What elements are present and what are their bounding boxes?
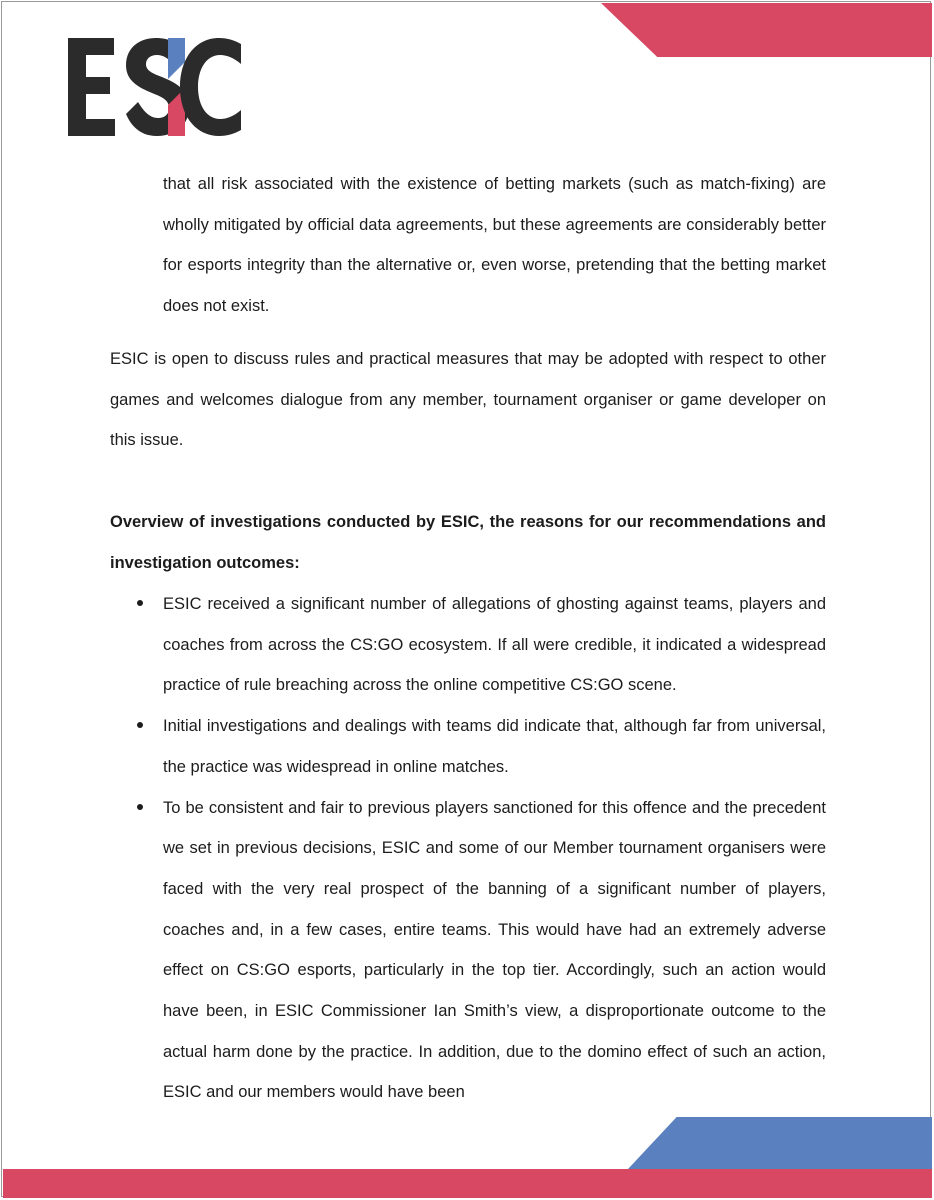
bullet-icon (137, 600, 143, 606)
esic-logo-graphic (68, 38, 243, 136)
section-heading: Overview of investigations conducted by ESIC, the reasons for our recommendations and investigation outcomes: (110, 513, 826, 572)
footer-decorative-red-band (3, 1169, 932, 1198)
header-decorative-stripe (601, 3, 932, 57)
list-item (163, 706, 826, 787)
esic-logo (68, 38, 243, 136)
list-item (163, 788, 826, 1114)
list-item-text: To be consistent and fair to previous players sanctioned for this offence and the precedent we set in previous decisions, ESIC and some of our Member tournament organisers were faced with the very real prospect of the banning of a significant number of players, coaches and, in a few cases, entire teams. This would have had an extremely adverse effect on CS:GO esports, particularly in the top tier. Accordingly, such an action would have been, in ESIC Commissioner Ian Smith’s view, a disproportionate outcome to the actual harm done by the practice. In addition, due to the domino effect of such an action, ESIC and our members would have been (163, 798, 826, 1102)
list-item-text: Initial investigations and dealings with teams did indicate that, although far from universal, the practice was widespread in online matches. (163, 717, 826, 776)
paragraph-open-to-discuss: ESIC is open to discuss rules and practical measures that may be adopted with respect to other games and welcomes dialogue from any member, tournament organiser or game developer on this issue. (110, 350, 826, 450)
bullet-icon (137, 804, 143, 810)
footer-decorative-blue-band (628, 1117, 932, 1169)
list-item (163, 584, 826, 706)
bullet-icon (137, 722, 143, 728)
findings-bullet-list (163, 584, 826, 1113)
list-item-text: ESIC received a significant number of allegations of ghosting against teams, players and coaches from across the CS:GO ecosystem. If all were credible, it indicated a widespread practice of rule breaching across the online competitive CS:GO scene. (163, 595, 826, 695)
continued-paragraph: that all risk associated with the existence of betting markets (such as match-fixing) are wholly mitigated by official data agreements, but these agreements are considerably better for esports integrity than the alternative or, even worse, pretending that the betting market does not exist. (163, 175, 826, 316)
